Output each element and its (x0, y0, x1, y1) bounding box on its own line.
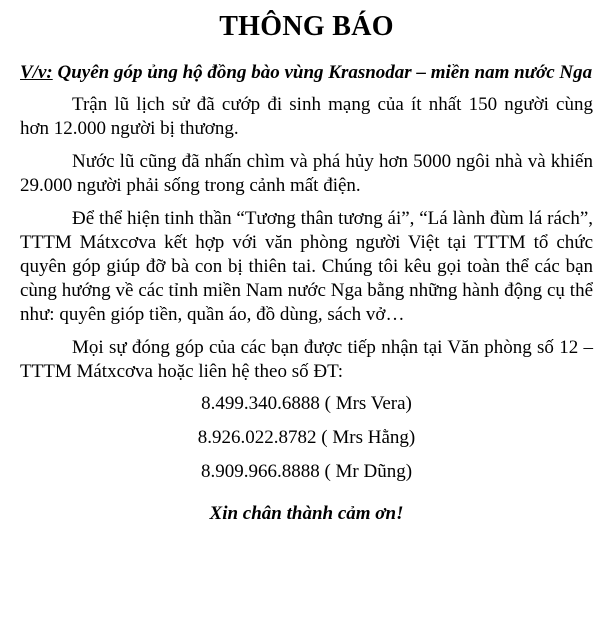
notice-title: THÔNG BÁO (219, 11, 394, 42)
subject-prefix: V/v: (20, 62, 53, 83)
paragraph-casualties: Trận lũ lịch sử đã cướp đi sinh mạng của ít nhất 150 người cùng hơn 12.000 người bị thương. (20, 94, 593, 139)
contact-phone-dung: 8.909.966.8888 ( Mr Dũng) (200, 461, 413, 482)
paragraph-damage: Nước lũ cũng đã nhấn chìm và phá hủy hơn 5000 ngôi nhà và khiến 29.000 người phải sống trong cảnh mất điện. (20, 151, 593, 196)
paragraph-appeal: Để thể hiện tinh thần “Tương thân tương ái”, “Lá lành đùm lá rách”, TTTM Mátxcơva kết hợp với văn phòng người Việt tại TTTM tổ chức quyên góp giúp đỡ bà con bị thiên tai. Chúng tôi kêu gọi toàn thể các bạn cùng hướng về các tỉnh miền Nam nước Nga bằng những hành động cụ thể như: quyên gióp tiền, quần áo, đồ dùng, sách vở… (20, 208, 593, 325)
subject-text: Quyên góp ủng hộ đồng bào vùng Krasnodar – miền nam nước Nga (52, 62, 593, 83)
notice-subject (20, 61, 593, 84)
contact-phone-vera: 8.499.340.6888 ( Mrs Vera) (201, 393, 412, 414)
closing-thanks: Xin chân thành cảm ơn! (209, 503, 404, 524)
paragraph-contact-info: Mọi sự đóng góp của các bạn được tiếp nhận tại Văn phòng số 12 – TTTM Mátxcơva hoặc liên hệ theo số ĐT: (20, 337, 593, 382)
contact-list (20, 392, 593, 484)
contact-phone-hang: 8.926.022.8782 ( Mrs Hằng) (197, 427, 416, 448)
